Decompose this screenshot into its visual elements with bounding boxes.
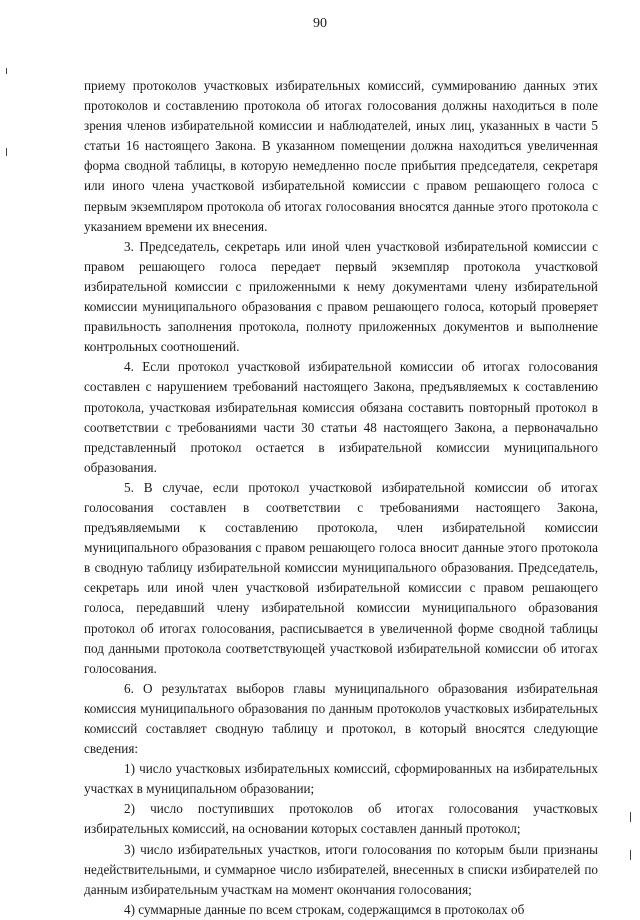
document-body: [84, 76, 598, 920]
paragraph-clause-3: 3. Председатель, секретарь или иной член участковой избирательной комиссии с правом решающего голоса передает первый экземпляр протокола участковой избирательной комиссии с приложенными к нему документами члену избирательной комиссии муниципального образования с правом решающего голоса, который проверяет правильность заполнения протокола, полноту приложенных документов и выполнение контрольных соотношений.: [84, 238, 598, 355]
scan-margin-mark: [6, 68, 7, 74]
page-number: 90: [313, 16, 327, 31]
list-item-3: 3) число избирательных участков, итоги голосования по которым были признаны недействительными, и суммарное число избирателей, внесенных в списки избирателей по данным избирательным участкам на момент окончания голосования;: [84, 841, 598, 897]
scan-margin-mark: [630, 850, 631, 860]
paragraph-clause-5: 5. В случае, если протокол участковой избирательной комиссии об итогах голосования составлен в соответствии с требованиями настоящего Закона, предъявляемыми к составлению протокола, член избирательной комиссии муниципального образования с правом решающего голоса вносит данные этого протокола в сводную таблицу избирательной комиссии муниципального образования. Председатель, секретарь или иной член участковой избирательной комиссии с правом решающего голоса, передавший члену избирательной комиссии муниципального образования протокол об итогах голосования, расписывается в увеличенной форме сводной таблицы под данными протокола соответствующей участковой избирательной комиссии об итогах голосования.: [84, 479, 598, 676]
scan-margin-mark: [630, 812, 631, 822]
list-item-2: 2) число поступивших протоколов об итогах голосования участковых избирательных комиссий, на основании которых составлен данный протокол;: [84, 801, 598, 837]
scan-margin-mark: [6, 148, 7, 156]
paragraph-continuation: приему протоколов участковых избирательных комиссий, суммированию данных этих протоколов и составлению протокола об итогах голосования должны находиться в поле зрения членов избирательной комиссии и наблюдателей, иных лиц, указанных в части 5 статьи 16 настоящего Закона. В указанном помещении должна находиться увеличенная форма сводной таблицы, в которую немедленно после прибытия председателя, секретаря или иного члена участковой избирательной комиссии с правом решающего голоса с первым экземпляром протокола об итогах голосования вносятся данные этого протокола с указанием времени их внесения.: [84, 78, 598, 234]
list-item-4: 4) суммарные данные по всем строкам, содержащимся в протоколах об: [124, 901, 525, 917]
paragraph-clause-6: 6. О результатах выборов главы муниципального образования избирательная комиссия муниципального образования по данным протоколов участковых избирательных комиссий составляет сводную таблицу и протокол, в который вносятся следующие сведения:: [84, 680, 598, 757]
paragraph-clause-4: 4. Если протокол участковой избирательной комиссии об итогах голосования составлен с нарушением требований настоящего Закона, предъявляемых к составлению протокола, участковая избирательная комиссия обязана составить повторный протокол в соответствии с требованиями части 30 статьи 48 настоящего Закона, а первоначально представленный протокол остается в избирательной комиссии муниципального образования.: [84, 359, 598, 475]
list-item-1: 1) число участковых избирательных комиссий, сформированных на избирательных участках в муниципальном образовании;: [84, 761, 598, 797]
